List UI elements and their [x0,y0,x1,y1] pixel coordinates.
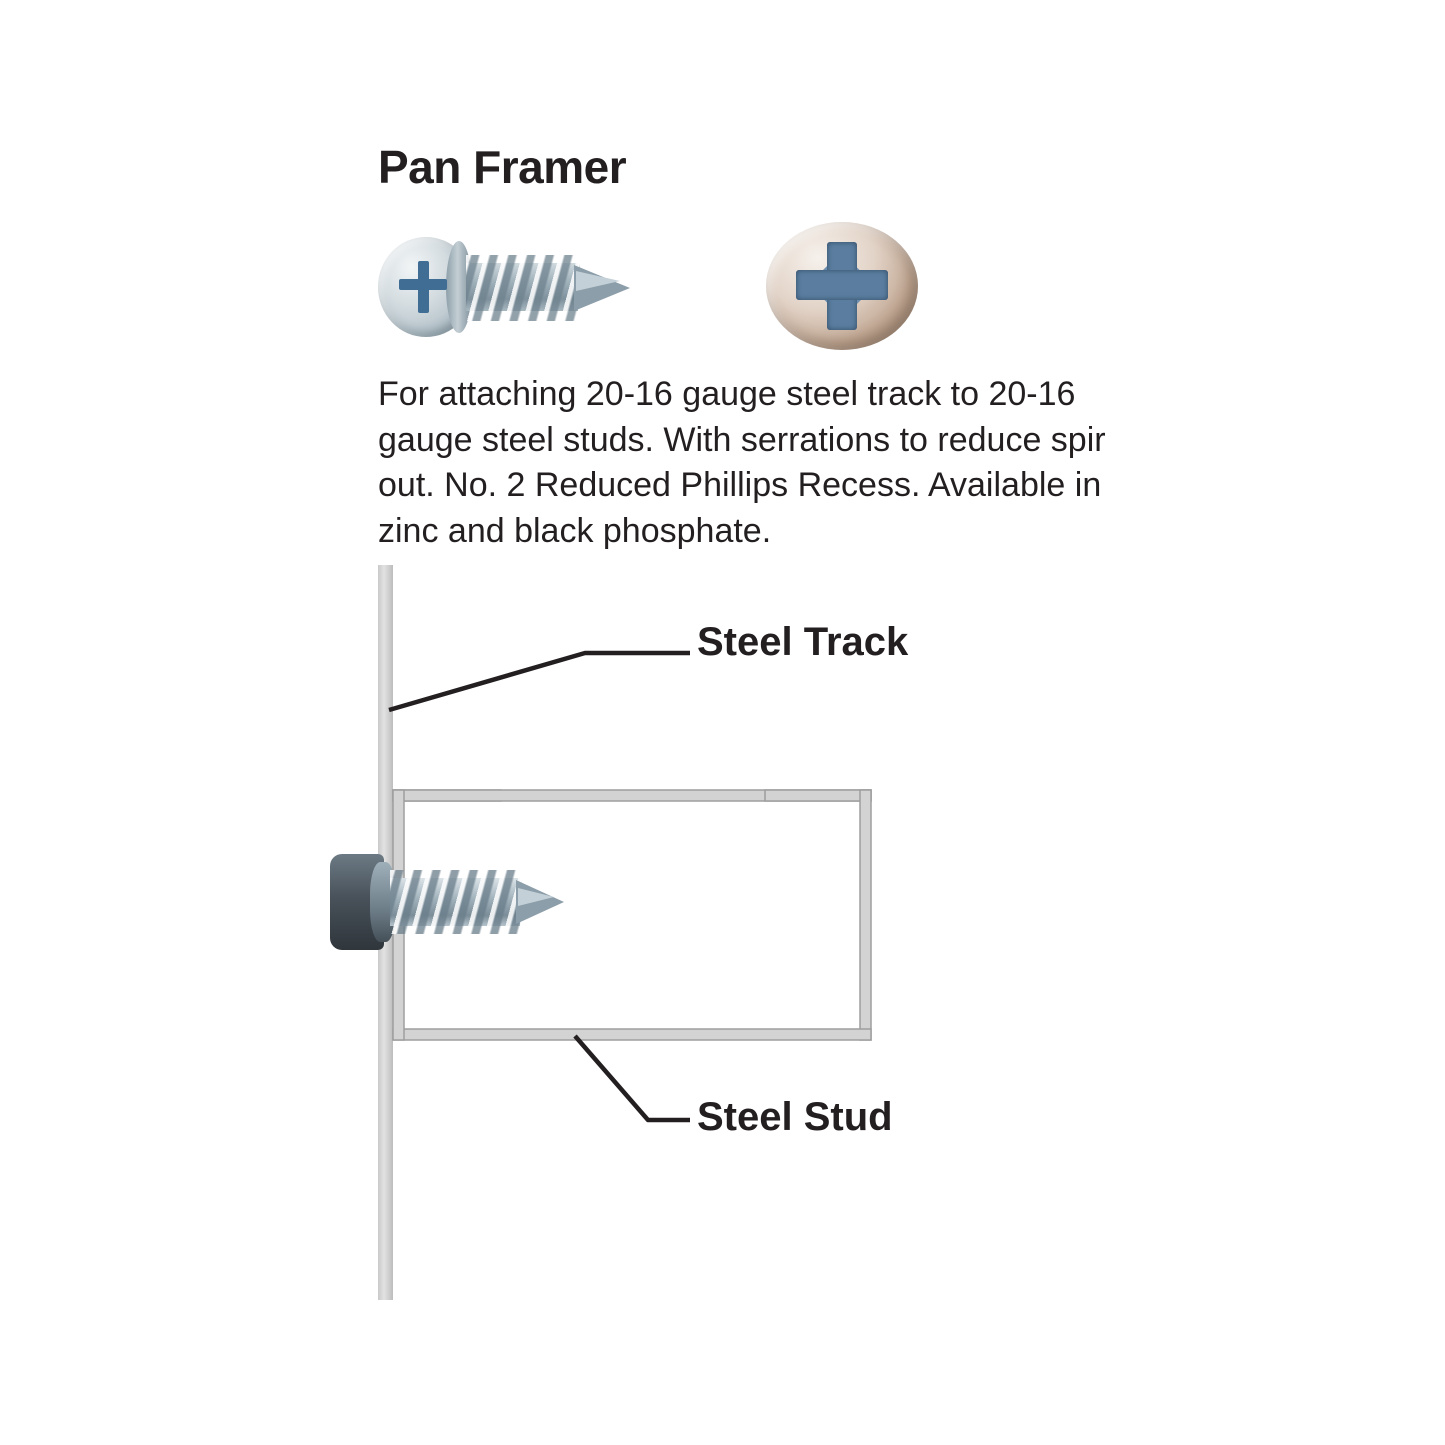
phillips-recess-horizontal-icon [399,279,447,290]
phillips-recess-horizontal-top-icon [796,270,888,300]
screw-top-view-photo [766,222,918,352]
leader-line-track [389,653,690,710]
screw-threads [466,255,580,321]
label-steel-track: Steel Track [697,620,909,664]
screw-side-view-photo [378,225,628,350]
label-steel-stud: Steel Stud [697,1095,893,1139]
installed-screw [330,848,550,958]
installed-screw-threads [390,870,522,934]
leader-line-stud [575,1036,690,1120]
screw-drill-tip-highlight [576,271,620,291]
installed-screw-drill-tip-highlight [518,888,554,906]
assembly-diagram [0,540,1445,1340]
page-title: Pan Framer [378,141,627,193]
product-description: For attaching 20-16 gauge steel track to 20-16 gauge steel studs. With serrations to reduce spir out. No. 2 Reduced Phillips Recess. Available in zinc and black phosphate. [378,375,1106,550]
